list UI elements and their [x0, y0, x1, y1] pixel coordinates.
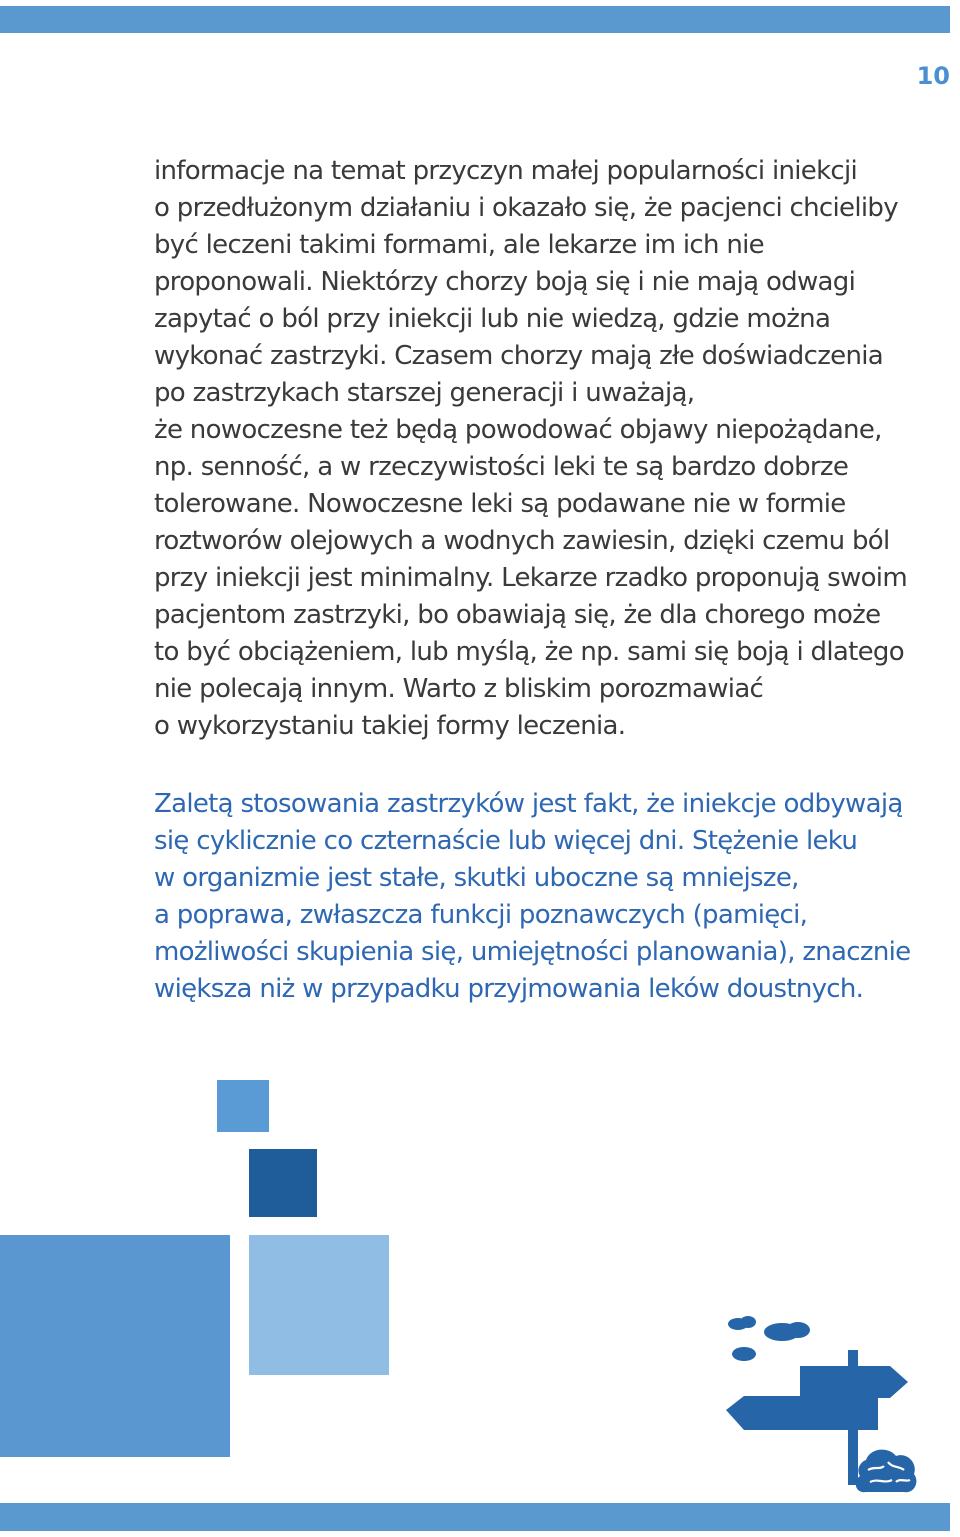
text-line: o wykorzystaniu takiej formy leczenia. — [154, 711, 626, 741]
text-line: możliwości skupienia się, umiejętności planowania), znacznie — [154, 937, 911, 967]
paragraph-2-highlight — [154, 786, 954, 1008]
decorative-square-large — [0, 1235, 230, 1457]
text-line: roztworów olejowych a wodnych zawiesin, dzięki czemu ból — [154, 526, 890, 556]
text-line: się cyklicznie co czternaście lub więcej dni. Stężenie leku — [154, 826, 858, 856]
page-number: 10 — [916, 62, 950, 90]
text-line: Zaletą stosowania zastrzyków jest fakt, że iniekcje odbywają — [154, 789, 903, 819]
decorative-square-dark — [249, 1149, 317, 1217]
text-line: wykonać zastrzyki. Czasem chorzy mają złe doświadczenia — [154, 341, 883, 371]
text-line: w organizmie jest stałe, skutki uboczne są mniejsze, — [154, 863, 799, 893]
top-decorative-bar — [0, 6, 950, 33]
text-line: informacje na temat przyczyn małej popularności iniekcji — [154, 156, 858, 186]
text-line: proponowali. Niektórzy chorzy boją się i nie mają odwagi — [154, 267, 856, 297]
text-line: o przedłużonym działaniu i okazało się, że pacjenci chcieliby — [154, 193, 898, 223]
decorative-square-small — [217, 1080, 269, 1132]
text-line: zapytać o ból przy iniekcji lub nie wiedzą, gdzie można — [154, 304, 831, 334]
text-line: być leczeni takimi formami, ale lekarze im ich nie — [154, 230, 764, 260]
signpost-brain-icon — [720, 1310, 920, 1505]
text-line: a poprawa, zwłaszcza funkcji poznawczych (pamięci, — [154, 900, 808, 930]
text-line: to być obciążeniem, lub myślą, że np. sami się boją i dlatego — [154, 637, 904, 667]
text-line: przy iniekcji jest minimalny. Lekarze rzadko proponują swoim — [154, 563, 907, 593]
decorative-square-light — [249, 1235, 389, 1375]
text-line: że nowoczesne też będą powodować objawy niepożądane, — [154, 415, 882, 445]
text-line: np. senność, a w rzeczywistości leki te są bardzo dobrze — [154, 452, 849, 482]
bottom-decorative-bar — [0, 1503, 950, 1531]
text-line: po zastrzykach starszej generacji i uważają, — [154, 378, 695, 408]
text-line: tolerowane. Nowoczesne leki są podawane nie w formie — [154, 489, 846, 519]
text-line: większa niż w przypadku przyjmowania leków doustnych. — [154, 974, 864, 1004]
text-line: nie polecają innym. Warto z bliskim porozmawiać — [154, 674, 764, 704]
text-line: pacjentom zastrzyki, bo obawiają się, że dla chorego może — [154, 600, 881, 630]
paragraph-1 — [154, 153, 954, 745]
